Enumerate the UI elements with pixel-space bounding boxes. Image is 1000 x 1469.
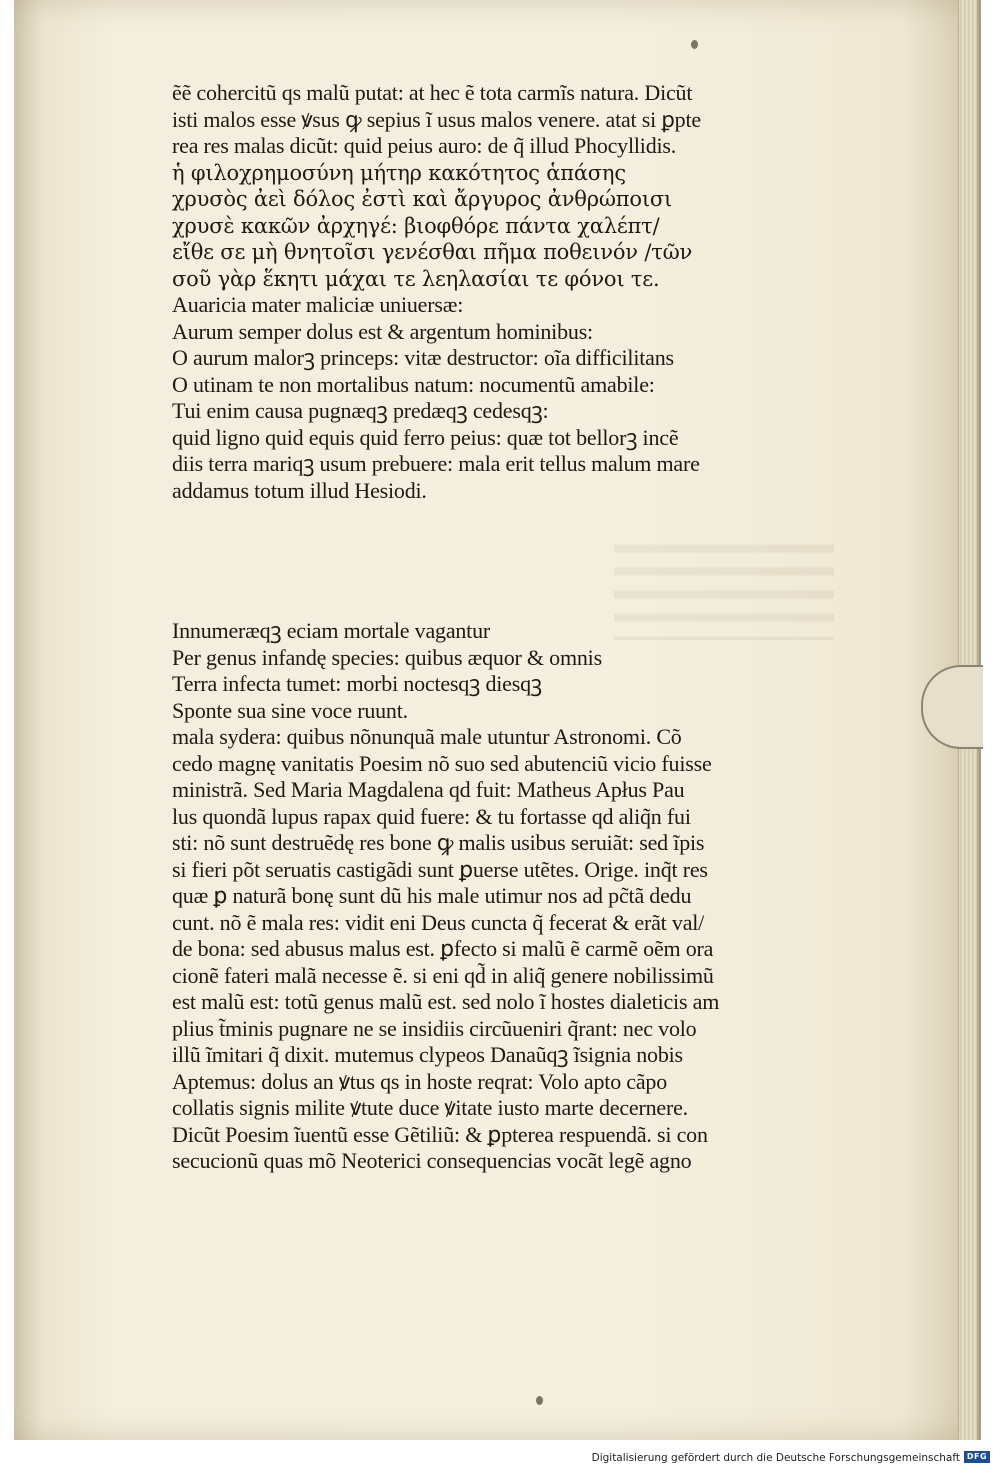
text-line: collatis signis milite ꝟtute duce ꝟitate iusto marte decernere. <box>172 1095 688 1120</box>
funding-credit: Digitalisierung gefördert durch die Deutsche Forschungsgemeinschaft <box>591 1452 960 1464</box>
text-line: quæ ꝑ naturã bonę sunt dũ his male utimur nos ad pc̃tã dedu <box>172 883 692 908</box>
verse-line: Innumeræqꝫ eciam mortale vagantur <box>172 618 491 643</box>
text-line: illũ ĩmitari q̃ dixit. mutemus clypeos Danaũqꝫ ĩsignia nobis <box>172 1042 683 1067</box>
text-line: O utinam te non mortalibus natum: nocumentũ amabile: <box>172 371 655 397</box>
text-line: rea res malas dicũt: quid peius auro: de q̃ illud Phocyllidis. <box>172 133 677 158</box>
text-line: O aurum malorꝫ princeps: vitæ destructor: oĩa difficilitans <box>172 345 674 370</box>
text-line: ministrã. Sed Maria Magdalena qd fuit: Matheus Apłus Pau <box>172 777 685 802</box>
verse-line: Sponte sua sine voce ruunt. <box>172 697 408 723</box>
greek-verse-line: σοῦ γὰρ ἕκητι μάχαι τε λεηλασίαι τε φόνοι τε. <box>172 266 660 291</box>
footer-bar <box>0 1440 1000 1469</box>
text-line: cedo magnę vanitatis Poesim nõ suo sed abutenciũ vicio fuisse <box>172 750 712 776</box>
page-hole-top <box>691 40 698 49</box>
text-line: ẽẽ cohercitũ qs malũ putat: at hec ẽ tota carmĩs natura. Dicũt <box>172 80 693 105</box>
verse-line: Terra infecta tumet: morbi noctesqꝫ diesqꝫ <box>172 671 542 696</box>
greek-verse-line: χρυσὲ κακῶν ἀρχηγέ: βιοφθόρε πάντα χαλέπτ/ <box>172 213 660 238</box>
text-line: isti malos esse ꝟsus ꝙ sepius ĩ usus malos venere. atat si ꝑpte <box>172 106 701 132</box>
text-line: Aurum semper dolus est & argentum hominibus: <box>172 318 593 344</box>
text-line: plius t̃minis pugnare ne se insidiis circũueniri q̃rant: nec volo <box>172 1015 697 1041</box>
text-block-lower <box>172 618 719 1175</box>
text-line: de bona: sed abusus malus est. ꝑfecto si malũ ẽ carmẽ oẽm ora <box>172 936 714 961</box>
text-line: mala sydera: quibus nõnunquã male utuntur Astronomi. Cõ <box>172 724 682 749</box>
text-line: secucionũ quas mõ Neoterici consequencias vocãt legẽ agno <box>172 1148 692 1173</box>
text-line: diis terra mariqꝫ usum prebuere: mala erit tellus malum mare <box>172 451 700 476</box>
text-line: Tui enim causa pugnæqꝫ predæqꝫ cedesqꝫ: <box>172 398 549 423</box>
text-block-upper <box>172 80 701 504</box>
text-line: quid ligno quid equis quid ferro peius: quæ tot bellorꝫ incẽ <box>172 424 679 450</box>
text-line: addamus totum illud Hesiodi. <box>172 477 427 503</box>
book-page <box>14 0 981 1440</box>
page-hole-bottom <box>536 1396 543 1405</box>
greek-verse-line: χρυσὸς ἀεὶ δόλος ἐστὶ καὶ ἄργυρος ἀνθρώποισι <box>172 187 673 211</box>
text-line: Auaricia mater maliciæ uniuersæ: <box>172 292 464 317</box>
text-line: Aptemus: dolus an ꝟtus qs in hoste reqrat: Volo apto cãpo <box>172 1068 668 1094</box>
greek-verse-line: ἡ φιλοχρημοσύνη μήτηρ κακότητος ἁπάσης <box>172 160 626 185</box>
text-line: sti: nõ sunt destruẽdę res bone ꝙ malis usibus seruiãt: sed ĩpis <box>172 830 705 855</box>
verse-line: Per genus infandę species: quibus æquor & omnis <box>172 644 602 670</box>
text-line: est malũ est: totũ genus malũ est. sed nolo ĩ hostes dialeticis am <box>172 989 720 1014</box>
book-clasp <box>921 665 983 749</box>
text-line: si fieri põt seruatis castigãdi sunt ꝑuerse utẽtes. Orige. inq̃t res <box>172 856 708 882</box>
text-line: cunt. nõ ẽ mala res: vidit eni Deus cuncta q̃ fecerat & erãt val/ <box>172 909 705 935</box>
text-line: cionẽ fateri malã necesse ẽ. si eni qd̃ in aliq̃ genere nobilissimũ <box>172 962 714 988</box>
greek-verse-line: εἴθε σε μὴ θνητοῖσι γενέσθαι πῆμα ποθεινόν /τῶν <box>172 240 693 264</box>
dfg-logo-icon: DFG <box>964 1451 990 1463</box>
text-line: Dicũt Poesim ĩuentũ esse Gẽtiliũ: & ꝑpterea respuendã. si con <box>172 1121 708 1147</box>
text-line: lus quondã lupus rapax quid fuere: & tu fortasse qd aliq̃n fui <box>172 803 691 829</box>
